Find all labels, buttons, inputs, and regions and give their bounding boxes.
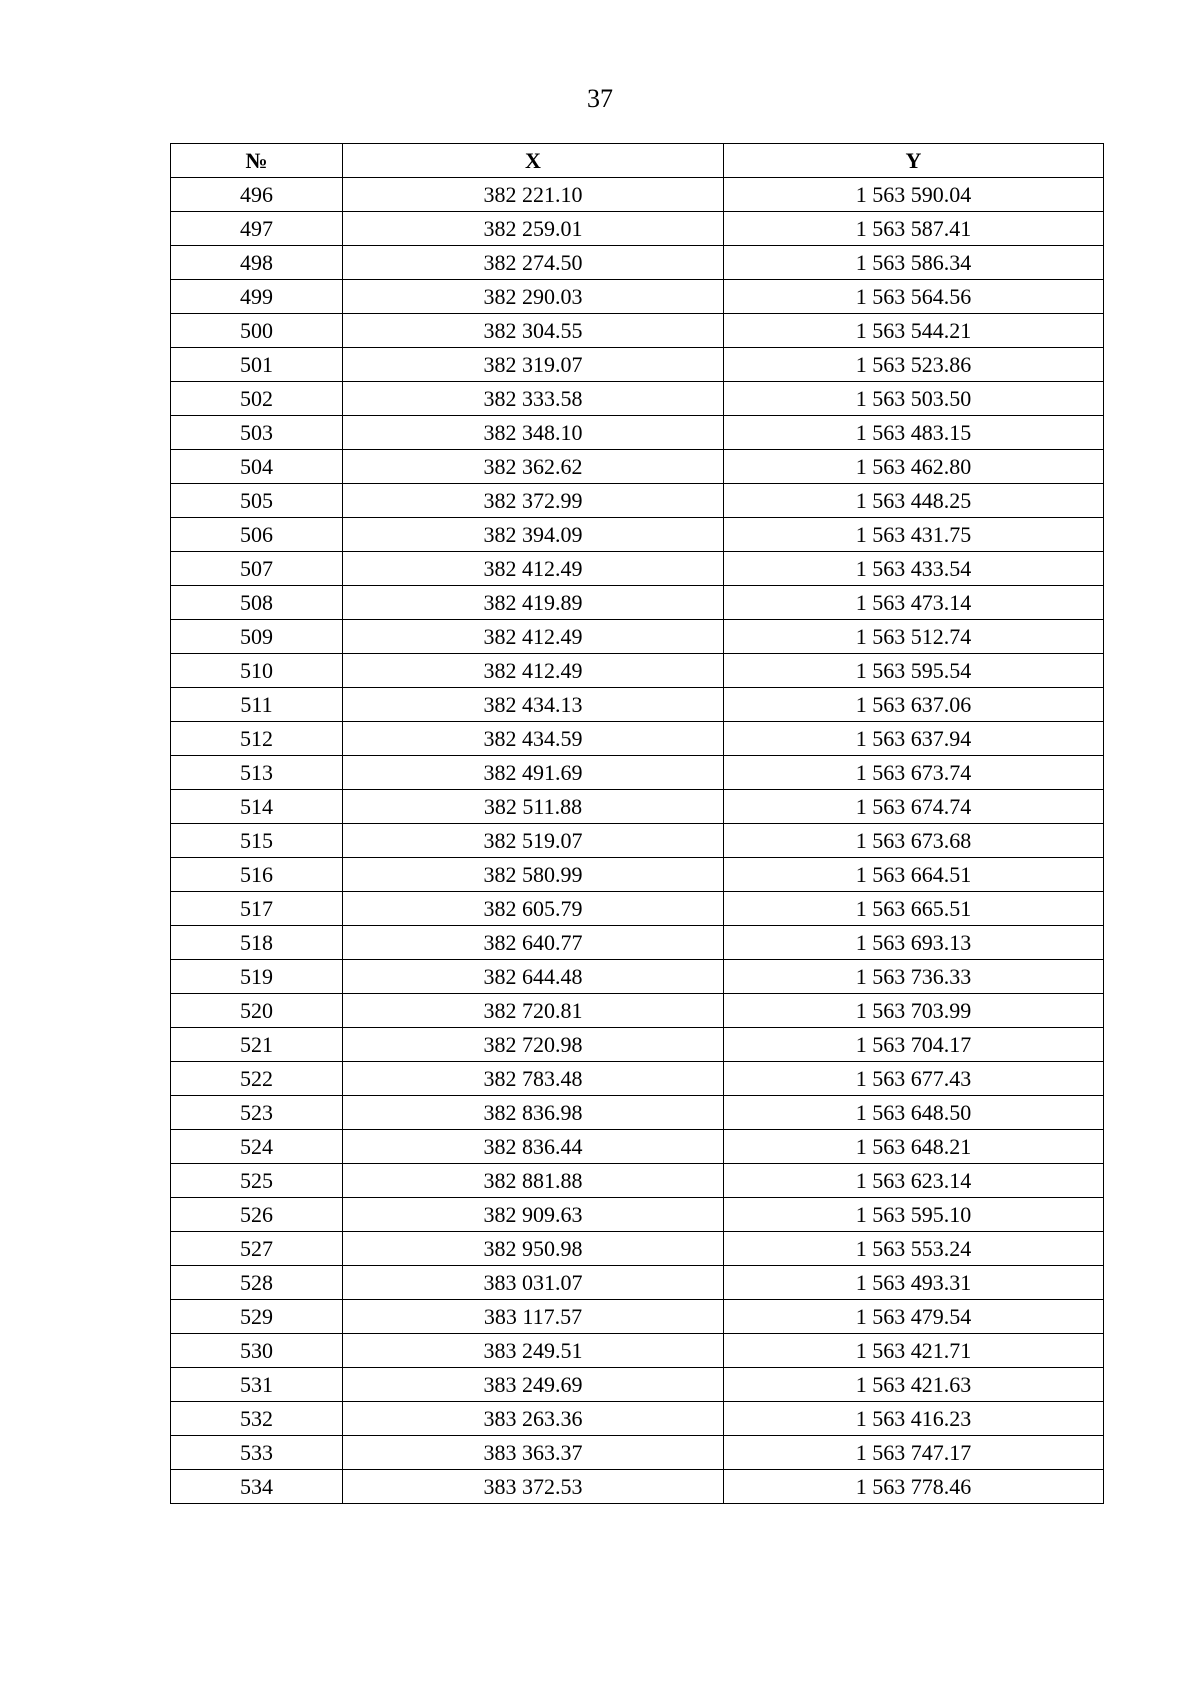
cell-x: 383 363.37 [343, 1436, 724, 1470]
cell-y: 1 563 590.04 [724, 178, 1104, 212]
cell-number: 508 [171, 586, 343, 620]
cell-number: 503 [171, 416, 343, 450]
cell-x: 382 644.48 [343, 960, 724, 994]
table-row [171, 1334, 1104, 1368]
cell-y: 1 563 431.75 [724, 518, 1104, 552]
column-header-number: № [171, 144, 343, 178]
cell-number: 521 [171, 1028, 343, 1062]
cell-x: 382 909.63 [343, 1198, 724, 1232]
cell-number: 501 [171, 348, 343, 382]
cell-x: 382 836.44 [343, 1130, 724, 1164]
cell-number: 514 [171, 790, 343, 824]
table-row [171, 450, 1104, 484]
cell-y: 1 563 512.74 [724, 620, 1104, 654]
cell-y: 1 563 479.54 [724, 1300, 1104, 1334]
cell-number: 509 [171, 620, 343, 654]
cell-number: 527 [171, 1232, 343, 1266]
cell-y: 1 563 693.13 [724, 926, 1104, 960]
table-row [171, 790, 1104, 824]
cell-x: 383 249.69 [343, 1368, 724, 1402]
column-header-y: Y [724, 144, 1104, 178]
cell-number: 528 [171, 1266, 343, 1300]
cell-x: 383 117.57 [343, 1300, 724, 1334]
cell-y: 1 563 421.71 [724, 1334, 1104, 1368]
table-header-row [171, 144, 1104, 178]
cell-number: 526 [171, 1198, 343, 1232]
cell-x: 382 362.62 [343, 450, 724, 484]
table-row [171, 314, 1104, 348]
cell-number: 533 [171, 1436, 343, 1470]
cell-y: 1 563 648.50 [724, 1096, 1104, 1130]
table-row [171, 1436, 1104, 1470]
cell-x: 382 491.69 [343, 756, 724, 790]
cell-y: 1 563 674.74 [724, 790, 1104, 824]
table-row [171, 1130, 1104, 1164]
cell-number: 507 [171, 552, 343, 586]
cell-number: 530 [171, 1334, 343, 1368]
table-header [171, 144, 1104, 178]
table-body [171, 178, 1104, 1504]
cell-y: 1 563 703.99 [724, 994, 1104, 1028]
cell-number: 522 [171, 1062, 343, 1096]
cell-y: 1 563 637.06 [724, 688, 1104, 722]
cell-x: 382 783.48 [343, 1062, 724, 1096]
cell-number: 515 [171, 824, 343, 858]
cell-number: 499 [171, 280, 343, 314]
cell-number: 497 [171, 212, 343, 246]
table-row [171, 212, 1104, 246]
cell-x: 382 304.55 [343, 314, 724, 348]
cell-number: 510 [171, 654, 343, 688]
cell-y: 1 563 747.17 [724, 1436, 1104, 1470]
cell-number: 529 [171, 1300, 343, 1334]
cell-x: 382 434.59 [343, 722, 724, 756]
table-row [171, 178, 1104, 212]
cell-y: 1 563 493.31 [724, 1266, 1104, 1300]
cell-number: 525 [171, 1164, 343, 1198]
cell-x: 382 580.99 [343, 858, 724, 892]
cell-y: 1 563 664.51 [724, 858, 1104, 892]
cell-y: 1 563 673.74 [724, 756, 1104, 790]
cell-x: 382 348.10 [343, 416, 724, 450]
cell-number: 517 [171, 892, 343, 926]
cell-number: 505 [171, 484, 343, 518]
cell-x: 382 720.81 [343, 994, 724, 1028]
table-row [171, 484, 1104, 518]
table-row [171, 960, 1104, 994]
cell-x: 382 372.99 [343, 484, 724, 518]
coordinates-table [170, 143, 1104, 1504]
table-row [171, 926, 1104, 960]
table-row [171, 416, 1104, 450]
cell-x: 383 372.53 [343, 1470, 724, 1504]
table-row [171, 348, 1104, 382]
cell-y: 1 563 623.14 [724, 1164, 1104, 1198]
cell-x: 382 950.98 [343, 1232, 724, 1266]
cell-y: 1 563 416.23 [724, 1402, 1104, 1436]
table-row [171, 1198, 1104, 1232]
cell-x: 382 394.09 [343, 518, 724, 552]
cell-y: 1 563 704.17 [724, 1028, 1104, 1062]
cell-number: 506 [171, 518, 343, 552]
table-row [171, 1096, 1104, 1130]
cell-y: 1 563 648.21 [724, 1130, 1104, 1164]
cell-number: 511 [171, 688, 343, 722]
table-row [171, 246, 1104, 280]
table-row [171, 280, 1104, 314]
cell-number: 524 [171, 1130, 343, 1164]
page-number: 37 [587, 84, 613, 113]
cell-x: 382 221.10 [343, 178, 724, 212]
table-row [171, 756, 1104, 790]
cell-x: 382 881.88 [343, 1164, 724, 1198]
table-row [171, 654, 1104, 688]
cell-x: 383 263.36 [343, 1402, 724, 1436]
cell-x: 382 290.03 [343, 280, 724, 314]
cell-number: 518 [171, 926, 343, 960]
cell-y: 1 563 483.15 [724, 416, 1104, 450]
cell-y: 1 563 778.46 [724, 1470, 1104, 1504]
table-row [171, 552, 1104, 586]
cell-y: 1 563 637.94 [724, 722, 1104, 756]
cell-y: 1 563 523.86 [724, 348, 1104, 382]
cell-x: 382 640.77 [343, 926, 724, 960]
cell-x: 382 519.07 [343, 824, 724, 858]
table-row [171, 620, 1104, 654]
cell-number: 513 [171, 756, 343, 790]
cell-y: 1 563 433.54 [724, 552, 1104, 586]
cell-number: 498 [171, 246, 343, 280]
cell-x: 382 720.98 [343, 1028, 724, 1062]
table-row [171, 1300, 1104, 1334]
table-row [171, 722, 1104, 756]
table-row [171, 1232, 1104, 1266]
table-row [171, 892, 1104, 926]
cell-y: 1 563 595.10 [724, 1198, 1104, 1232]
cell-y: 1 563 587.41 [724, 212, 1104, 246]
cell-number: 496 [171, 178, 343, 212]
cell-y: 1 563 462.80 [724, 450, 1104, 484]
table-row [171, 994, 1104, 1028]
cell-x: 382 333.58 [343, 382, 724, 416]
table-row [171, 1164, 1104, 1198]
cell-y: 1 563 503.50 [724, 382, 1104, 416]
cell-x: 382 274.50 [343, 246, 724, 280]
cell-x: 382 434.13 [343, 688, 724, 722]
cell-y: 1 563 448.25 [724, 484, 1104, 518]
cell-x: 382 836.98 [343, 1096, 724, 1130]
table-row [171, 518, 1104, 552]
column-header-x: X [343, 144, 724, 178]
cell-number: 534 [171, 1470, 343, 1504]
table-row [171, 824, 1104, 858]
cell-x: 383 031.07 [343, 1266, 724, 1300]
cell-number: 502 [171, 382, 343, 416]
cell-number: 516 [171, 858, 343, 892]
table-row [171, 1402, 1104, 1436]
table-row [171, 1266, 1104, 1300]
table-row [171, 688, 1104, 722]
cell-y: 1 563 586.34 [724, 246, 1104, 280]
cell-number: 512 [171, 722, 343, 756]
cell-x: 382 319.07 [343, 348, 724, 382]
table-row [171, 382, 1104, 416]
cell-y: 1 563 673.68 [724, 824, 1104, 858]
cell-y: 1 563 473.14 [724, 586, 1104, 620]
table-row [171, 1028, 1104, 1062]
cell-number: 532 [171, 1402, 343, 1436]
cell-y: 1 563 595.54 [724, 654, 1104, 688]
table-row [171, 586, 1104, 620]
cell-number: 504 [171, 450, 343, 484]
cell-number: 500 [171, 314, 343, 348]
cell-number: 531 [171, 1368, 343, 1402]
table-row [171, 1062, 1104, 1096]
cell-x: 382 605.79 [343, 892, 724, 926]
cell-x: 382 419.89 [343, 586, 724, 620]
cell-y: 1 563 553.24 [724, 1232, 1104, 1266]
cell-x: 382 412.49 [343, 552, 724, 586]
cell-y: 1 563 736.33 [724, 960, 1104, 994]
cell-x: 382 412.49 [343, 654, 724, 688]
cell-number: 519 [171, 960, 343, 994]
cell-y: 1 563 544.21 [724, 314, 1104, 348]
cell-x: 382 412.49 [343, 620, 724, 654]
table-row [171, 1368, 1104, 1402]
cell-x: 382 259.01 [343, 212, 724, 246]
cell-y: 1 563 665.51 [724, 892, 1104, 926]
cell-y: 1 563 421.63 [724, 1368, 1104, 1402]
cell-number: 520 [171, 994, 343, 1028]
table-row [171, 858, 1104, 892]
cell-y: 1 563 564.56 [724, 280, 1104, 314]
cell-number: 523 [171, 1096, 343, 1130]
cell-x: 382 511.88 [343, 790, 724, 824]
cell-x: 383 249.51 [343, 1334, 724, 1368]
table-row [171, 1470, 1104, 1504]
cell-y: 1 563 677.43 [724, 1062, 1104, 1096]
